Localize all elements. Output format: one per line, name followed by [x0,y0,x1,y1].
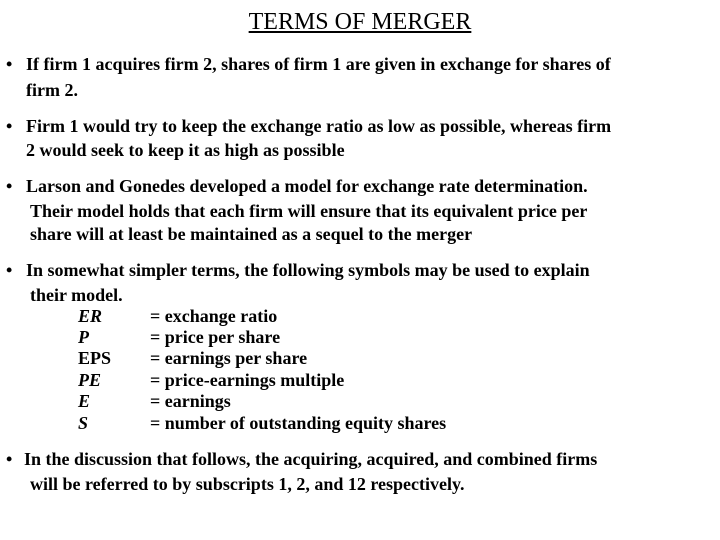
page-title: TERMS OF MERGER [248,9,472,35]
symbol-term: E [78,391,91,411]
symbol-definition: = number of outstanding equity shares [150,413,447,433]
bullet-line: their model. [30,285,123,305]
bullet-line: If firm 1 acquires firm 2, shares of firm 1 are given in exchange for shares of [26,54,611,74]
bullet-dot-icon: • [6,449,13,469]
bullet-line: firm 2. [26,80,78,100]
symbol-definition: = price-earnings multiple [150,370,345,390]
bullet-line: share will at least be maintained as a sequel to the merger [30,224,473,244]
bullet-dot-icon: • [6,54,13,74]
bullet-line: Larson and Gonedes developed a model for exchange rate determination. [26,176,588,196]
bullet-line: In the discussion that follows, the acquiring, acquired, and combined firms [24,449,598,469]
symbol-definition: = price per share [150,327,281,347]
bullet-dot-icon: • [6,176,13,196]
symbol-term: PE [78,370,102,390]
bullet-dot-icon: • [6,260,13,280]
bullet-line: Their model holds that each firm will ensure that its equivalent price per [30,201,588,221]
bullet-line: 2 would seek to keep it as high as possible [26,140,345,160]
symbol-term: ER [78,306,103,326]
symbol-definition: = exchange ratio [150,306,278,326]
bullet-line: Firm 1 would try to keep the exchange ratio as low as possible, whereas firm [26,116,612,136]
symbol-term: S [78,413,89,433]
symbol-term: P [78,327,89,347]
symbol-term: EPS [78,348,112,368]
bullet-line: will be referred to by subscripts 1, 2, and 12 respectively. [30,474,465,494]
symbol-definition: = earnings per share [150,348,308,368]
bullet-line: In somewhat simpler terms, the following symbols may be used to explain [26,260,590,280]
bullet-dot-icon: • [6,116,13,136]
symbol-definition: = earnings [150,391,231,411]
